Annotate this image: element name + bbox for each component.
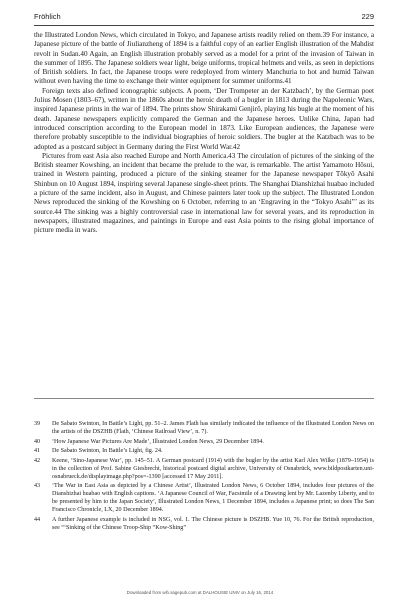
- footnote: [34, 438, 374, 446]
- main-text: [34, 31, 374, 236]
- footnote: [34, 420, 374, 436]
- footnote-text: A further Japanese example is included in NSG, vol. 1. The Chinese picture is DSZHB. Yue 10, 76. For the British reproduction, see “‘Sinking of the Chinese Troop-Ship “Kow-Shing”: [52, 516, 374, 531]
- footnote: [34, 457, 374, 481]
- body-paragraph-2: Foreign texts also defined iconographic subjects. A poem, ‘Der Trompeter an der Katzbach’, by the German poet Julius Mosen (1803–67), written in the 1860s about the heroic death of a bugler in 1813 during the Napoleonic Wars, inspired Japanese prints in the war of 1894. The prints show Shirakami Genjirō, playing his bugle at the moment of his death. Japanese newspapers explicitly compared the German and the Japanese heroes. Unlike China, Japan had introduced conscription according to the European model in 1873. Like European audiences, the Japanese were therefore probably susceptible to the individual biographies of heroic soldiers. The bugler at the Katzbach was to be adopted as a postcard subject in Germany during the First World War.42: [34, 86, 374, 151]
- body-paragraph-3: Pictures from east Asia also reached Europe and North America.43 The circulation of pictures of the sinking of the British steamer Kowshing, an incident that became the prelude to the war, is remarkable. The artist Yamamoto Hōsui, trained in Western painting, produced a picture of the sinking steamer for the Japanese newspaper Tōkyō Asahi Shinbun on 10 August 1894, inspiring several Japanese single-sheet prints. The Shanghai Dianshizhai huabao included a picture of the same incident, also in August, and Chinese painters later took up the subject. The Illustrated London News reproduced the sinking of the Kowshing on 6 October, referring to an ‘Engraving in the “Tokyo Asahi”’ as its source.44 The sinking was a highly controversial case in international law for several years, and its reproduction in newspapers, illustrated magazines, and paintings in Europe and east Asia points to the rising global importance of picture media in wars.: [34, 151, 374, 235]
- footnote-text: ‘The War in East Asia as depicted by a Chinese Artist’, Illustrated London News, 6 October 1894, includes four pictures of the Dianshizhai huabao with English captions. ‘A Japanese Council of War, Facsimile of a Drawing lent by Mr. Lazenby Liberty, and to be presented by him to the Japan Society’, Illustrated London News, 1 December 1894, includes a Japanese print; so does The San Francisco Chronicle, LX, 20 December 1894.: [52, 483, 374, 514]
- footnote-text: De Sabato Swinton, In Battle’s Light, pp. 51–2. James Flath has similarly indicated the influence of the Illustrated London News on the artists of the DSZHB (Flath, ‘Chinese Railroad View’, n. 7).: [52, 421, 374, 435]
- running-header: [34, 12, 374, 26]
- footnotes: [34, 420, 374, 534]
- footnote-text: ‘How Japanese War Pictures Are Made’, Illustrated London News, 29 December 1894.: [52, 438, 264, 445]
- footnote-text: Keene, ‘Sino-Japanese War’, pp. 145–51. A German postcard (1914) with the bugler by the artist Karl Alex Wilke (1879–1954) is in the collection of Prof. Sabine Giesbrecht, historical postcard digital archive, University of Osnabrück, www.bildpostkarten.uni-osnabrueck.de/displayimage.php?pos=-1390 [accessed 17 May 2011].: [52, 457, 374, 480]
- footnote-number: 41: [34, 448, 41, 455]
- footnote-number: 44: [34, 516, 41, 523]
- footnote-number: 39: [34, 421, 41, 427]
- download-footer: Downloaded from wih.sagepub.com at DALHOUSIE UNIV on July 16, 2014: [126, 590, 274, 595]
- footnote: [34, 516, 374, 532]
- footnote: [34, 447, 374, 455]
- page-number: 229: [361, 12, 374, 21]
- running-head-author: Fröhlich: [34, 12, 61, 21]
- footnote-number: 40: [34, 438, 41, 445]
- footnote-number: 42: [34, 457, 41, 464]
- body-paragraph-1: the Illustrated London News, which circulated in Tokyo, and Japanese artists readily relied on them.39 For instance, a Japanese picture of the battle of Jiulianzheng of 1894 is a faithful copy of an earlier English illustration of the Mahdist revolt in Sudan.40 Again, an English illustration probably served as a model for a print of the invasion of Taiwan in the summer of 1895. The Japanese soldiers wear light, beige uniforms, tropical helmets and veils, as seen in depictions of British soldiers. In fact, the Japanese troops were redeployed from wintery Manchuria to hot and humid Taiwan without even having the time to exchange their winter equipment for summer uniforms.41: [34, 31, 374, 86]
- header-rule: [34, 25, 374, 26]
- footnote-rule: [34, 398, 374, 399]
- footnote-text: De Sabato Swinton, In Battle’s Light, fig. 24.: [52, 448, 163, 455]
- footnote-number: 43: [34, 483, 41, 490]
- footnote: [34, 482, 374, 514]
